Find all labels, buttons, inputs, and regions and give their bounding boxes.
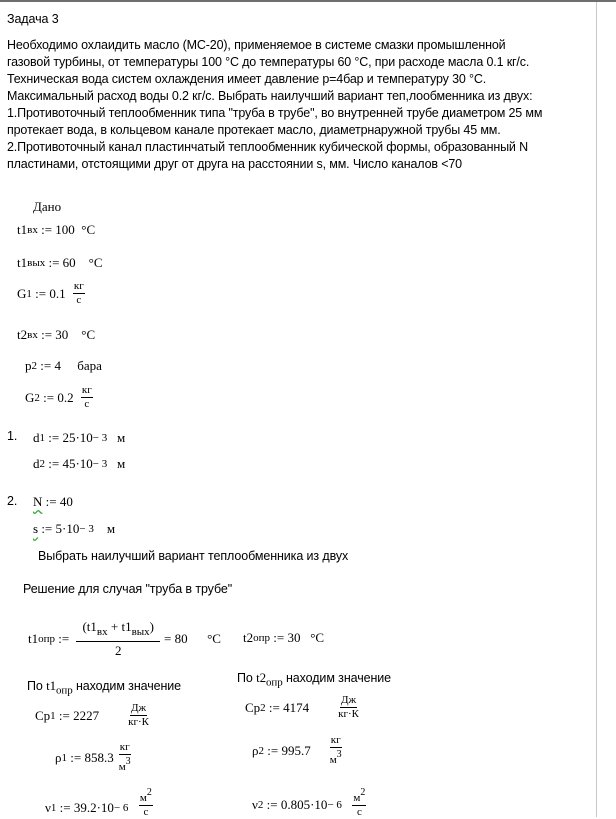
value: 39.2·10 [73,799,114,815]
unit-num: Дж [341,694,357,706]
var: Cp [245,699,261,715]
sub: вх [27,224,38,236]
sub: 2 [258,744,264,757]
assign: := [267,742,279,758]
unit-m: м [329,754,337,766]
unit: °C [81,327,96,342]
value: 30 [287,630,301,645]
text: находим значение [72,679,181,693]
assign: := [48,430,60,445]
sub: опр [38,633,56,645]
eq-rho1[interactable] [55,741,132,774]
var: G [25,389,35,405]
var: t1 [17,222,28,237]
assign: := [58,631,70,646]
sub: опр [253,632,271,644]
unit-m: м [139,792,147,804]
given-label: Дано [33,199,62,214]
var: p [25,358,32,373]
exponent: 3 [336,749,342,760]
unit-m: м [118,761,126,773]
unit-fraction [337,694,360,721]
var: ρ [55,749,62,765]
unit-den: с [84,398,90,410]
problem-line: протекает вода, в кольцевом канале протекает масло, диаметрнаружной трубы 45 мм. [7,123,501,137]
assign: := [266,796,278,812]
top-border [0,0,616,2]
exponent: 3 [125,756,131,767]
eq-t2-opr[interactable] [243,630,324,646]
num-part: ) [149,619,155,634]
assign: := [41,521,53,536]
text: находим значение [282,671,391,685]
find-2-text [237,670,391,689]
value: 25·10 [62,430,93,445]
unit-num [139,786,153,806]
unit-den: кг·К [128,716,149,728]
sub: вых [27,257,46,269]
value: 4 [54,358,61,373]
value: 60 [62,255,76,270]
unit-den: с [76,294,82,306]
unit-den: с [356,806,362,818]
assign: := [43,389,55,405]
eq-s[interactable] [33,521,115,537]
unit-den: с [143,806,149,818]
problem-line: Максимальный расход воды 0.2 кг/с. Выбрать наилучший вариант теп,лообменника из двух: [7,89,533,103]
sub: 2 [34,391,40,404]
task-title: Задача 3 [7,12,59,26]
eq-cp1[interactable] [35,702,150,729]
num-part: + t1 [107,619,132,634]
sub: 1 [26,287,32,300]
assign: := [268,699,280,715]
var: t1 [28,631,39,646]
unit-fraction [81,384,93,411]
case-1-number: 1. [7,429,18,443]
unit-m: м [353,792,361,804]
unit-fraction [118,741,132,774]
value: 995.7 [281,742,311,758]
sub: вх [96,626,108,638]
value: 0.1 [49,285,66,301]
choose-text: Выбрать наилучший вариант теплообменника из двух [38,549,349,563]
assign: := [59,799,71,815]
unit: м [106,521,116,536]
case-2-number: 2. [7,494,18,508]
unit: бара [77,358,102,373]
assign: := [48,456,60,471]
value: 4174 [283,699,310,715]
sub: 2 [39,458,45,470]
sub: вх [27,329,38,341]
unit: °C [81,222,96,237]
find-1-text [27,678,181,697]
var: Cp [35,707,51,723]
problem-statement [7,37,542,173]
assign: := [41,222,53,237]
problem-line: Техническая вода систем охлаждения имеет давление p=4бар и температуру 30 °С. [7,72,487,86]
unit: м [117,456,126,471]
value: 40 [59,494,73,509]
sub: вых [131,626,150,638]
value: 5·10 [55,521,80,536]
var: d [33,430,40,445]
unit-num [352,786,366,806]
eq-rho2[interactable] [252,734,343,767]
sub: 1 [61,751,67,764]
sub: опр [56,684,73,697]
unit: м [117,430,126,445]
value: 0.805·10 [280,796,328,812]
unit: °C [88,255,103,270]
exponent: 2 [360,787,366,798]
exponent: − 3 [92,458,108,470]
var: t2 [17,327,28,342]
assign: := [40,358,52,373]
exponent: − 6 [113,801,129,814]
unit-den: кг·К [338,708,359,720]
unit-den [329,748,343,767]
sub: 2 [260,701,266,714]
exponent: − 6 [327,798,342,811]
exponent: − 3 [92,432,108,444]
var: N [33,494,43,509]
unit: °C [310,630,325,645]
var: d [33,456,40,471]
sub: 1 [50,709,56,722]
eq-t1-out[interactable] [17,255,103,271]
eq-p2[interactable] [25,358,102,374]
unit-num: Дж [131,702,147,714]
var: t2 [243,630,254,645]
numerator [76,618,160,642]
sub: опр [266,676,283,689]
var: ν [45,799,51,815]
unit-den [118,755,132,774]
var: ρ [252,742,259,758]
problem-line: 2.Противоточный канал пластинчатый теплообменник кубической формы, образованный N [7,140,528,154]
unit-num: кг [119,741,130,753]
eq-N[interactable] [33,494,73,510]
sub: 1 [39,432,45,444]
eq-t1-opr[interactable] [28,618,221,660]
value: 45·10 [62,456,93,471]
var: s [33,521,39,536]
sub: 2 [257,798,264,811]
solution-title: Решение для случая "труба в трубе" [23,582,233,596]
exponent: 2 [146,787,152,798]
unit-fraction [329,734,343,767]
eq-d2[interactable] [33,456,125,472]
var: t1 [46,678,57,693]
problem-line: пластинами, отстоящими друг от друга на расстоянии s, мм. Число каналов <70 [7,157,462,171]
unit-fraction [127,702,150,729]
assign: := [273,630,285,645]
eq-G1[interactable] [17,280,85,307]
result: = 80 [164,631,188,646]
value: 100 [55,222,75,237]
assign: := [35,285,47,301]
assign: := [41,327,53,342]
unit-fraction [352,786,366,819]
text: По [237,671,257,685]
sub: 2 [31,360,37,372]
assign: := [48,255,60,270]
assign: := [45,494,57,509]
unit-num: кг [330,734,341,746]
value: 0.2 [57,389,74,405]
eq-t2-in[interactable] [17,327,95,343]
unit-num: кг [73,280,84,292]
sub: 1 [50,801,57,814]
eq-d1[interactable] [33,430,125,446]
eq-cp2[interactable] [245,694,360,721]
assign: := [70,749,82,765]
eq-nu2[interactable] [252,787,366,819]
eq-nu1[interactable] [45,787,153,819]
denominator: 2 [114,643,122,658]
var: t1 [17,255,28,270]
unit-fraction [139,786,153,819]
num-part: (t1 [82,619,97,634]
page-right-margin-line [596,2,597,817]
eq-G2[interactable] [25,384,93,411]
problem-line: 1.Противоточный теплообменник типа "труба в трубе", во внутренней трубе диаметром 25 мм [7,106,543,120]
eq-t1-in[interactable] [17,222,95,238]
text: По [27,679,47,693]
unit-num: кг [81,384,92,396]
fraction [76,618,160,660]
unit-fraction [73,280,85,307]
value: 30 [55,327,69,342]
var: t2 [256,670,267,685]
problem-line: газовой турбины, от температуры 100 °С до температуры 60 °С, при расходе масла 0.1 кг/с. [7,55,530,69]
problem-line: Необходимо охлаидить масло (МС-20), применяемое в системе смазки промышленной [7,38,506,52]
var: G [17,285,27,301]
value: 858.3 [84,749,114,765]
var: ν [252,796,258,812]
value: 2227 [73,707,100,723]
unit: °C [207,631,221,646]
exponent: − 3 [79,523,94,535]
assign: := [58,707,70,723]
